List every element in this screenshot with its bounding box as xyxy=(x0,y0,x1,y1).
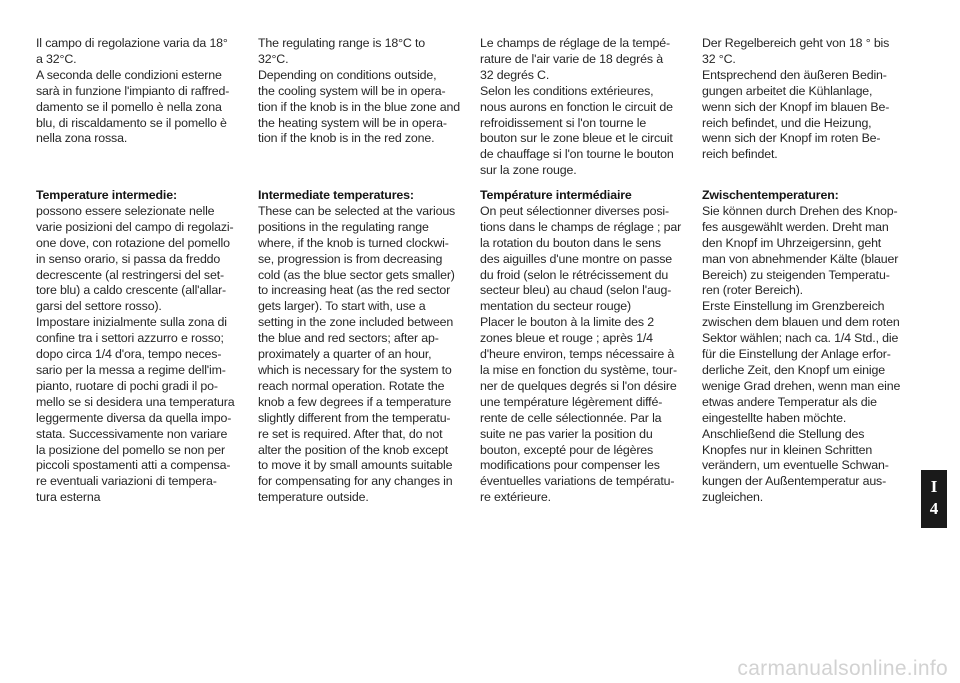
page-number: 4 xyxy=(929,499,939,518)
intro-paragraph: Le champs de réglage de la tempé- rature de l'air varie de 18 degrés à 32 degrés C. Selon les conditions extérieures, nous aurons en fonction le circuit de refroidissement si l'on tourne le bouton sur le zone bleue et le circuit de chauffage si l'on tourne le bouton sur la zone rouge. xyxy=(480,36,674,178)
section-heading: Intermediate temperatures: xyxy=(258,188,414,202)
section-heading: Température intermédiaire xyxy=(480,188,632,202)
section-heading: Temperature intermedie: xyxy=(36,188,177,202)
column-german xyxy=(702,36,901,505)
intermediate-section xyxy=(258,188,455,506)
section-body: These can be selected at the various positions in the regulating range where, if the knob is turned clockwi- se, progression is from decreasing cold (as the blue sector gets smaller) to increasing heat (as the red sector gets larger). To start with, use a setting in the zone included between the blue and red sectors; after ap- proximately a quarter of an hour, which is necessary for the system to reach normal operation. Rotate the knob a few degrees if a temperature slightly different from the temperatu- re set is required. After that, do not alter the position of the knob except to move it by small amounts suitable for compensating for any changes in temperature outside. xyxy=(258,203,456,505)
intermediate-section xyxy=(36,188,234,506)
section-body: possono essere selezionate nelle varie posizioni del campo di regolazi- one dove, con rotazione del pomello in senso orario, si passa da freddo decrescente (al restringersi del set- tore blu) a caldo crescente (all'allar- garsi del settore rosso). Impostare inizialmente sulla zona di confine tra i settori azzurro e rosso; dopo circa 1/4 d'ora, tempo neces- sario per la messa a regime dell'im- pianto, ruotare di pochi gradi il po- mello se si desidera una temperatura leggermente diversa da quella impo- stata. Successivamente non variare la posizione del pomello se non per piccoli spostamenti atti a compensa- re eventuali variazioni di tempera- tura esterna xyxy=(36,203,235,505)
section-body: Sie können durch Drehen des Knop- fes ausgewählt werden. Dreht man den Knopf im Uhrzeigersinn, geht man von abnehmender Kälte (blauer Bereich) zu steigenden Temperatu- ren (roter Bereich). Erste Einstellung im Grenzbereich zwischen dem blauen und dem roten Sektor wählen; nach ca. 1/4 Std., die für die Einstellung der Anlage erfor- derliche Zeit, den Knopf um einige wenige Grad drehen, wenn man eine etwas andere Temperatur als die eingestellte haben möchte. Anschließend die Stellung des Knopfes nur in kleinen Schritten verändern, um eventuelle Schwan- kungen der Außentemperatur aus- zugleichen. xyxy=(702,203,901,505)
intro-paragraph: The regulating range is 18°C to 32°C. Depending on conditions outside, the cooling system will be in opera- tion if the knob is in the blue zone and the heating system will be in opera- tion if the knob is in the red zone. xyxy=(258,36,461,146)
chapter-tab xyxy=(921,470,947,528)
chapter-section-label: I xyxy=(930,477,938,496)
watermark: carmanualsonline.info xyxy=(737,657,948,680)
intermediate-section xyxy=(702,188,900,506)
intro-paragraph: Il campo di regolazione varia da 18° a 32°C. A seconda delle condizioni esterne sarà in funzione l'impianto di raffred- damento se il pomello è nella zona blu, di riscaldamento se il pomello è nella zona rossa. xyxy=(36,36,230,146)
section-heading: Zwischentemperaturen: xyxy=(702,188,839,202)
intro-paragraph: Der Regelbereich geht von 18 ° bis 32 °C. Entsprechend den äußeren Bedin- gungen arbeitet die Kühlanlage, wenn sich der Knopf im blauen Be- reich befindet, und die Heizung, wenn sich der Knopf im roten Be- reich befindet. xyxy=(702,36,890,162)
column-english xyxy=(258,36,461,505)
section-body: On peut sélectionner diverses posi- tions dans le champs de réglage ; par la rotation du bouton dans le sens des aiguilles d'une montre on passe du froid (selon le rétrécissement du secteur bleu) au chaud (selon l'aug- mentation du secteur rouge) Placer le bouton à la limite des 2 zones bleue et rouge ; après 1/4 d'heure environ, temps nécessaire à la mise en fonction du système, tour- ner de quelques degrés si l'on désire une température légèrement diffé- rente de celle sélectionnée. Par la suite ne pas varier la position du bouton, excepté pour de légères modifications pour compenser les éventuelles variations de températu- re extérieure. xyxy=(480,203,682,505)
column-italian xyxy=(36,36,235,505)
intermediate-section xyxy=(480,188,681,506)
column-french xyxy=(480,36,682,505)
